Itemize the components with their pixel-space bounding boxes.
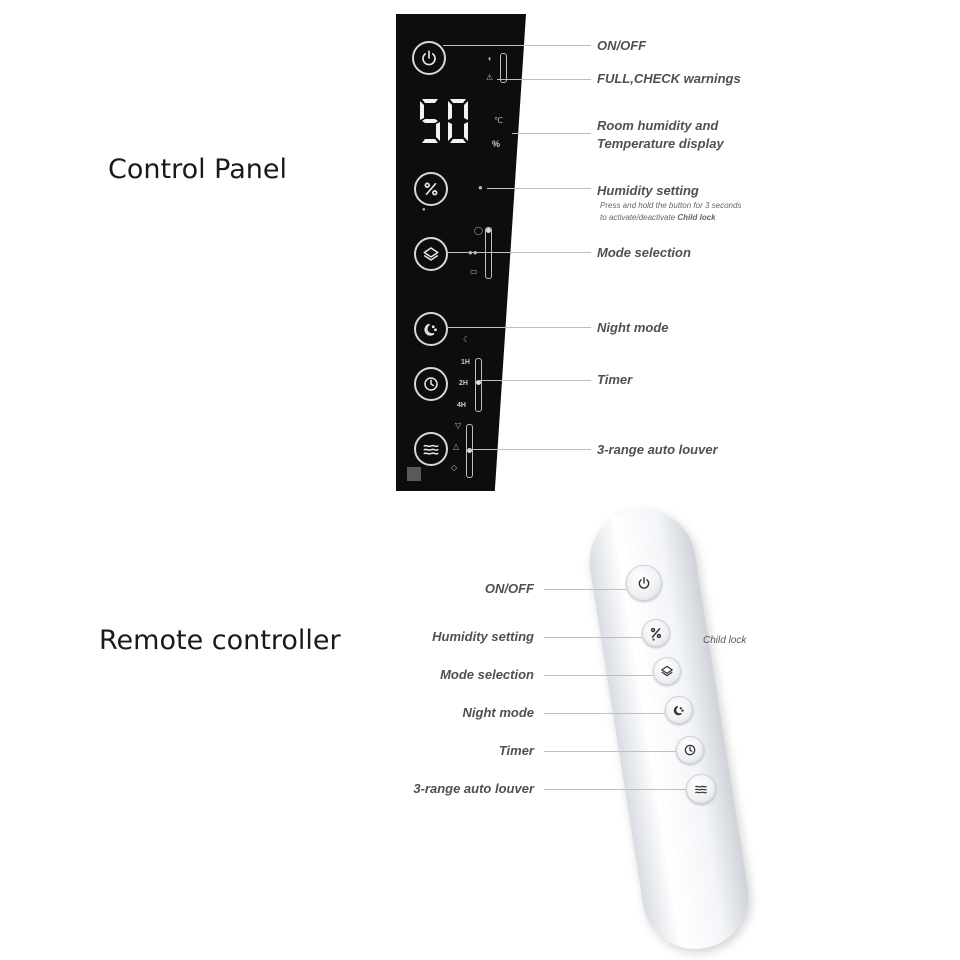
clock-icon (683, 743, 697, 757)
control-panel-title: Control Panel (108, 154, 288, 185)
remote-controller (578, 505, 766, 953)
tank-full-icon: ◖ (487, 54, 492, 63)
remote-power-button[interactable] (626, 565, 662, 601)
digit-5 (418, 97, 442, 145)
label-timer: Timer (597, 372, 633, 387)
louver-up-icon: △ (453, 442, 460, 451)
remote-child-lock-icon: ● (652, 637, 656, 643)
louver-down-icon: ▽ (455, 421, 462, 430)
remote-label-humidity: Humidity setting (432, 629, 534, 644)
humidity-note-2-bold: Child lock (677, 213, 716, 222)
panel-timer-button[interactable] (414, 367, 448, 401)
remote-humidity-button[interactable] (642, 619, 670, 647)
power-icon (420, 49, 438, 67)
temperature-icon: ℃ (494, 116, 503, 125)
label-louver: 3-range auto louver (597, 442, 718, 457)
child-lock-icon: ● (422, 207, 426, 213)
remote-leader-humidity (544, 637, 642, 638)
remote-leader-on-off (544, 589, 626, 590)
remote-night-button[interactable] (665, 696, 693, 724)
wave-airflow-icon (422, 440, 440, 458)
humidity-drop-icon: ● (478, 183, 483, 192)
remote-label-mode: Mode selection (440, 667, 534, 682)
leader-warnings (497, 79, 591, 80)
remote-label-night: Night mode (462, 705, 534, 720)
remote-timer-button[interactable] (676, 736, 704, 764)
leader-mode (446, 252, 591, 253)
moon-stars-icon (672, 703, 686, 717)
label-humidity: Humidity setting (597, 183, 699, 198)
label-warnings: FULL,CHECK warnings (597, 71, 741, 86)
remote-mode-button[interactable] (653, 657, 681, 685)
panel-sensor-window (407, 467, 421, 481)
night-indicator-icon: ☾ (463, 335, 471, 344)
label-display-1: Room humidity and (597, 118, 719, 133)
remote-louver-button[interactable] (686, 774, 716, 804)
humidity-note-1: Press and hold the button for 3 seconds (600, 201, 742, 210)
panel-louver-button[interactable] (414, 432, 448, 466)
label-on-off: ON/OFF (597, 38, 647, 53)
power-icon (637, 576, 651, 590)
clock-icon (422, 375, 440, 393)
remote-label-timer: Timer (498, 743, 534, 758)
layers-icon (422, 245, 440, 263)
panel-power-button[interactable] (412, 41, 446, 75)
mode-laundry-icon: ▭ (470, 267, 478, 276)
digit-0 (446, 97, 470, 145)
mode-indicator-dot (486, 228, 491, 233)
timer-indicator-slot (475, 358, 482, 412)
leader-night (446, 327, 591, 328)
remote-leader-timer (544, 751, 676, 752)
leader-display (512, 133, 591, 134)
warning-icon: ⚠ (486, 73, 494, 82)
timer-option-1h: 1H (461, 359, 470, 366)
panel-night-button[interactable] (414, 312, 448, 346)
leader-on-off (443, 45, 591, 46)
leader-humidity (487, 188, 591, 189)
percent-drop-icon (422, 180, 440, 198)
remote-body (582, 501, 756, 956)
leader-timer (478, 380, 591, 381)
panel-mode-button[interactable] (414, 237, 448, 271)
humidity-note-2-text: to activate/deactivate (600, 213, 678, 222)
layers-icon (660, 664, 674, 678)
remote-label-child-lock: Child lock (703, 635, 747, 646)
remote-label-louver: 3-range auto louver (413, 781, 534, 796)
mode-double-drop-icon: ●● (468, 248, 478, 257)
remote-controller-title: Remote controller (99, 625, 341, 656)
remote-leader-mode (544, 675, 653, 676)
humidity-note-2 (600, 212, 716, 224)
mode-drop-icon: ◯ (474, 226, 483, 235)
remote-leader-night (544, 713, 665, 714)
leader-louver (468, 449, 591, 450)
timer-option-2h: 2H (459, 380, 468, 387)
mode-indicator-slot (485, 227, 492, 279)
label-display-2: Temperature display (597, 136, 724, 151)
moon-stars-icon (422, 320, 440, 338)
remote-leader-louver (544, 789, 686, 790)
panel-humidity-button[interactable] (414, 172, 448, 206)
display-unit: % (492, 139, 501, 149)
remote-label-on-off: ON/OFF (484, 581, 534, 596)
humidity-display (418, 97, 470, 145)
wave-airflow-icon (694, 782, 708, 796)
label-night: Night mode (597, 320, 669, 335)
louver-swing-icon: ◇ (451, 463, 458, 472)
label-mode: Mode selection (597, 245, 691, 260)
timer-option-4h: 4H (457, 402, 466, 409)
